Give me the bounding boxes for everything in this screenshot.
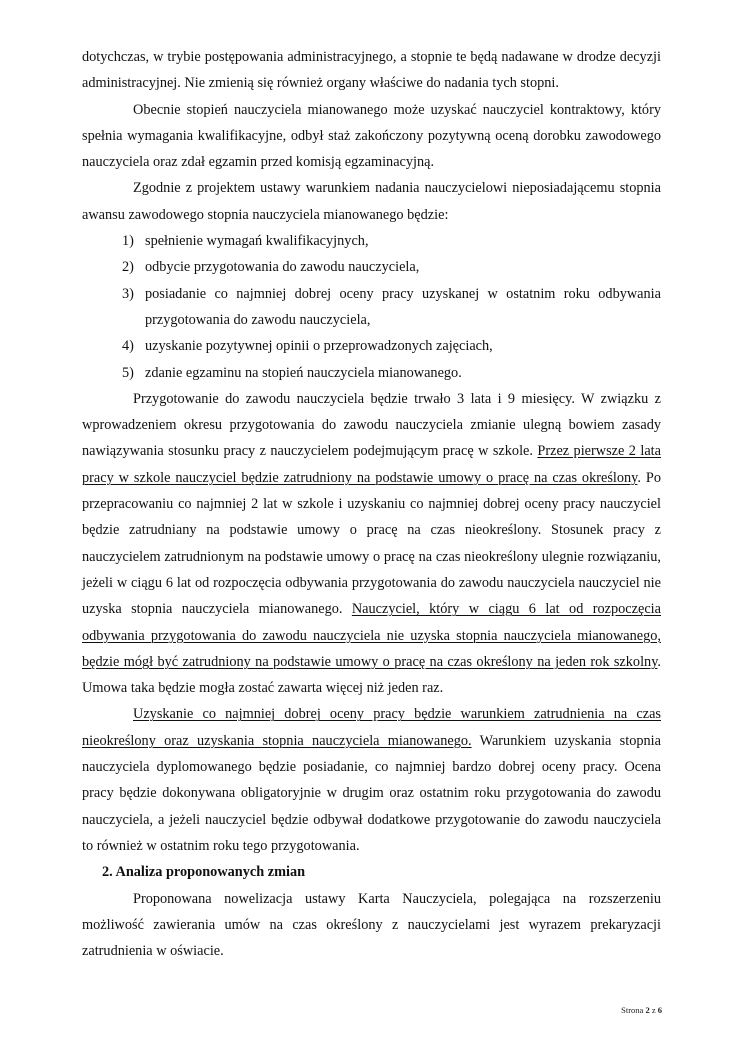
list-item [82, 281, 661, 334]
text-run: Warunkiem uzyskania stopnia nauczyciela dyplomowanego będzie posiadanie, co najmniej bardzo dobrej oceny pracy. Ocena pracy będzie dokonywana obligatoryjnie w drugim oraz ostatnim roku przygotowania do zawodu nauczyciela, a jeżeli nauczyciel będzie odbywał dodatkowe przygotowanie do zawodu nauczyciela to również w ostatnim roku tego przygotowania. [82, 732, 661, 854]
list-text: odbycie przygotowania do zawodu nauczyciela, [145, 259, 420, 276]
current-page: 2 [645, 1005, 650, 1015]
footer-label: Strona [621, 1005, 644, 1015]
text-run: Przygotowanie do zawodu nauczyciela będzie trwało 3 lata i 9 miesięcy. W związku z wprowadzeniem okresu przygotowania do zawodu nauczyciela zmianie ulegną bowiem zasady nawiązywania stosunku pracy z nauczycielem podejmującym pracę w szkole. [82, 390, 661, 460]
underlined-text: Przez pierwsze 2 lata pracy w szkole nauczyciel będzie zatrudniony na podstawie umowy o pracę na czas określony [82, 443, 661, 486]
list-number: 5) [122, 364, 134, 381]
total-pages: 6 [657, 1005, 662, 1015]
list-number: 2) [122, 259, 134, 276]
list-number: 1) [122, 233, 134, 250]
list-text: uzyskanie pozytywnej opinii o przeprowadzonych zajęciach, [145, 338, 493, 355]
underlined-text: Uzyskanie co najmniej dobrej oceny pracy będzie warunkiem zatrudnienia na czas nieokreślony oraz uzyskania stopnia nauczyciela mianowanego. [82, 706, 661, 749]
text-run: . Po przepracowaniu co najmniej 2 lat w szkole i uzyskaniu co najmniej dobrej oceny pracy nauczyciel będzie zatrudniany na podstawie umowy o pracę na czas nieokreślony. Stosunek pracy z nauczycielem zatrudnionym na podstawie umowy o pracę na czas nieokreślony ulegnie rozwiązaniu, jeżeli w ciągu 6 lat od rozpoczęcia odbywania przygotowania do zawodu nauczyciela nauczyciel nie uzyska stopnia nauczyciela mianowanego. [82, 469, 661, 618]
list-text: zdanie egzaminu na stopień nauczyciela mianowanego. [145, 364, 462, 381]
list-text: spełnienie wymagań kwalifikacyjnych, [145, 233, 369, 250]
list-item [82, 333, 661, 359]
paragraph [82, 701, 661, 859]
section-heading: 2. Analiza proponowanych zmian [102, 864, 306, 881]
list-text: posiadanie co najmniej dobrej oceny pracy uzyskanej w ostatnim roku odbywania przygotowania do zawodu nauczyciela, [145, 285, 661, 328]
text-run: . Umowa taka będzie mogła zostać zawarta więcej niż jeden raz. [82, 653, 661, 697]
paragraph: Proponowana nowelizacja ustawy Karta Nauczyciela, polegająca na rozszerzeniu możliwość zawierania umów na czas określony z nauczycielami jest wyrazem prekaryzacji zatrudnienia w oświacie. [82, 890, 661, 960]
list-item [82, 228, 661, 254]
list-item [82, 254, 661, 280]
list-number: 4) [122, 338, 134, 355]
paragraph: dotychczas, w trybie postępowania administracyjnego, a stopnie te będą nadawane w drodze decyzji administracyjnej. Nie zmienią się również organy właściwe do nadania tych stopni. [82, 49, 661, 92]
page-number-footer [621, 1005, 662, 1015]
paragraph [82, 386, 661, 702]
underlined-text: Nauczyciel, który w ciągu 6 lat od rozpoczęcia odbywania przygotowania do zawodu nauczyciela nie uzyska stopnia nauczyciela mianowanego, będzie mógł być zatrudniony na podstawie umowy o pracę na czas określony na jeden rok szkolny [82, 601, 662, 670]
document-body [82, 44, 661, 964]
paragraph: Obecnie stopień nauczyciela mianowanego może uzyskać nauczyciel kontraktowy, który spełnia wymagania kwalifikacyjne, odbył staż zakończony pozytywną oceną dorobku zawodowego nauczyciela oraz zdał egzamin przed komisją egzaminacyjną. [82, 101, 661, 171]
footer-separator: z [651, 1005, 656, 1015]
list-item [82, 360, 661, 386]
list-number: 3) [122, 285, 134, 302]
paragraph: Zgodnie z projektem ustawy warunkiem nadania nauczycielowi nieposiadającemu stopnia awansu zawodowego stopnia nauczyciela mianowanego będzie: [82, 180, 661, 223]
requirements-list [82, 228, 661, 386]
